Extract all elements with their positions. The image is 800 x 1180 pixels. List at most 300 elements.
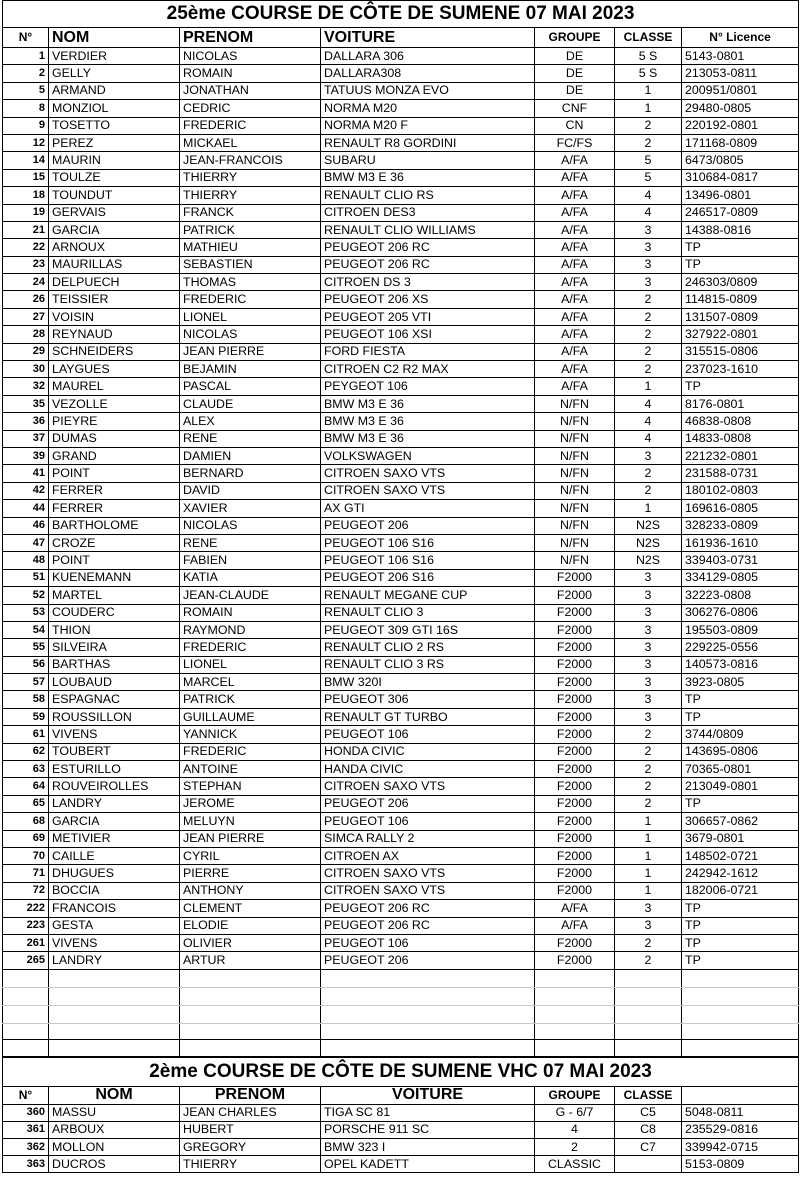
table-row	[3, 882, 799, 899]
cell-classe: 2	[615, 343, 682, 360]
cell-voiture: DALLARA308	[321, 65, 535, 82]
table-row	[3, 778, 799, 795]
cell-number: 24	[3, 274, 49, 291]
cell-licence: 306276-0806	[682, 604, 799, 621]
cell-voiture: PEUGEOT 206 RC	[321, 239, 535, 256]
cell-number: 56	[3, 656, 49, 673]
table-row	[3, 500, 799, 517]
cell-voiture: HANDA CIVIC	[321, 761, 535, 778]
cell-nom: VEZOLLE	[49, 395, 180, 412]
cell-licence: 221232-0801	[682, 447, 799, 464]
cell-voiture: PEUGEOT 205 VTI	[321, 308, 535, 325]
cell-classe: 2	[615, 117, 682, 134]
cell-number: 28	[3, 326, 49, 343]
cell-classe: 1	[615, 830, 682, 847]
cell-licence: 306657-0862	[682, 813, 799, 830]
cell-groupe: N/FN	[535, 517, 615, 534]
cell-number: 30	[3, 361, 49, 378]
cell-nom: POINT	[49, 552, 180, 569]
cell-groupe: F2000	[535, 604, 615, 621]
cell-nom: TOSETTO	[49, 117, 180, 134]
cell-voiture: PEUGEOT 206 XS	[321, 291, 535, 308]
cell-licence: 13496-0801	[682, 187, 799, 204]
table-row	[3, 1104, 799, 1121]
cell-licence: 14833-0808	[682, 430, 799, 447]
table-row	[3, 343, 799, 360]
cell-prenom: FREDERIC	[180, 117, 321, 134]
cell-licence: 237023-1610	[682, 361, 799, 378]
table-row	[3, 795, 799, 812]
cell-voiture: AX GTI	[321, 500, 535, 517]
cell-number: 42	[3, 482, 49, 499]
table-row	[3, 239, 799, 256]
cell-classe: 4	[615, 430, 682, 447]
cell-nom: MAURIN	[49, 152, 180, 169]
cell-classe: N2S	[615, 517, 682, 534]
cell-classe: 4	[615, 395, 682, 412]
cell-classe: N2S	[615, 552, 682, 569]
cell-voiture: SIMCA RALLY 2	[321, 830, 535, 847]
cell-voiture: FORD FIESTA	[321, 343, 535, 360]
cell-classe: 1	[615, 500, 682, 517]
cell-licence: TP	[682, 256, 799, 273]
cell-prenom: JONATHAN	[180, 82, 321, 99]
cell-prenom: MELUYN	[180, 813, 321, 830]
cell-licence: 3679-0801	[682, 830, 799, 847]
cell-number: 2	[3, 65, 49, 82]
cell-licence: TP	[682, 378, 799, 395]
cell-voiture: BMW 320I	[321, 674, 535, 691]
cell-voiture: RENAULT R8 GORDINI	[321, 134, 535, 151]
cell-groupe: A/FA	[535, 900, 615, 917]
cell-groupe: A/FA	[535, 169, 615, 186]
cell-groupe: F2000	[535, 656, 615, 673]
cell-number: 63	[3, 761, 49, 778]
cell-number: 64	[3, 778, 49, 795]
table-row	[3, 708, 799, 725]
cell-voiture: CITROEN SAXO VTS	[321, 465, 535, 482]
cell-classe: 2	[615, 952, 682, 969]
cell-number: 18	[3, 187, 49, 204]
cell-number: 265	[3, 952, 49, 969]
cell-classe: 3	[615, 274, 682, 291]
cell-prenom: MICKAEL	[180, 134, 321, 151]
cell-groupe: F2000	[535, 708, 615, 725]
table-row	[3, 813, 799, 830]
cell-number: 222	[3, 900, 49, 917]
cell-classe: 3	[615, 256, 682, 273]
cell-classe: 1	[615, 82, 682, 99]
cell-nom: SILVEIRA	[49, 639, 180, 656]
cell-classe: 2	[615, 743, 682, 760]
vhc-entry-table	[2, 1057, 799, 1174]
table-row	[3, 952, 799, 969]
cell-nom: FERRER	[49, 500, 180, 517]
cell-number: 53	[3, 604, 49, 621]
cell-number: 68	[3, 813, 49, 830]
cell-classe: 1	[615, 847, 682, 864]
cell-licence: 200951/0801	[682, 82, 799, 99]
cell-prenom: ROMAIN	[180, 65, 321, 82]
cell-prenom: RENE	[180, 534, 321, 551]
cell-nom: ARNOUX	[49, 239, 180, 256]
cell-classe: 2	[615, 934, 682, 951]
cell-voiture: PEUGEOT 106 XSI	[321, 326, 535, 343]
cell-number: 32	[3, 378, 49, 395]
cell-nom: LANDRY	[49, 795, 180, 812]
header-voiture: VOITURE	[321, 28, 535, 48]
table-row	[3, 152, 799, 169]
table-row	[3, 865, 799, 882]
cell-prenom: JEAN-CLAUDE	[180, 587, 321, 604]
table-row	[3, 134, 799, 151]
cell-number: 65	[3, 795, 49, 812]
cell-nom: BOCCIA	[49, 882, 180, 899]
cell-nom: ROUVEIROLLES	[49, 778, 180, 795]
table-row	[3, 274, 799, 291]
table-row	[3, 1139, 799, 1156]
vhc-header-classe: CLASSE	[615, 1086, 682, 1104]
cell-nom: PEREZ	[49, 134, 180, 151]
cell-licence: TP	[682, 239, 799, 256]
cell-number: 360	[3, 1104, 49, 1121]
cell-number: 361	[3, 1121, 49, 1138]
cell-classe: 2	[615, 326, 682, 343]
cell-nom: TOUNDUT	[49, 187, 180, 204]
main-entry-table	[2, 0, 799, 1057]
cell-licence: 140573-0816	[682, 656, 799, 673]
cell-number: 22	[3, 239, 49, 256]
cell-number: 21	[3, 221, 49, 238]
cell-nom: VIVENS	[49, 726, 180, 743]
cell-number: 72	[3, 882, 49, 899]
table-row	[3, 204, 799, 221]
table-row	[3, 847, 799, 864]
header-nom: NOM	[49, 28, 180, 48]
cell-prenom: STEPHAN	[180, 778, 321, 795]
cell-nom: VIVENS	[49, 934, 180, 951]
spacer-row	[3, 1039, 799, 1056]
cell-classe: C8	[615, 1121, 682, 1138]
cell-number: 362	[3, 1139, 49, 1156]
cell-number: 46	[3, 517, 49, 534]
cell-groupe: F2000	[535, 761, 615, 778]
cell-groupe: DE	[535, 82, 615, 99]
entry-list-sheet	[2, 0, 798, 1173]
cell-prenom: JEAN-FRANCOIS	[180, 152, 321, 169]
cell-classe: 5 S	[615, 48, 682, 65]
cell-groupe: 4	[535, 1121, 615, 1138]
cell-prenom: HUBERT	[180, 1121, 321, 1138]
cell-classe: 2	[615, 361, 682, 378]
cell-groupe: 2	[535, 1139, 615, 1156]
cell-number: 363	[3, 1156, 49, 1173]
cell-classe: 4	[615, 413, 682, 430]
table-row	[3, 534, 799, 551]
cell-voiture: CITROEN SAXO VTS	[321, 778, 535, 795]
column-header-row	[3, 28, 799, 48]
cell-nom: GARCIA	[49, 813, 180, 830]
cell-licence: TP	[682, 952, 799, 969]
cell-prenom: ALEX	[180, 413, 321, 430]
cell-nom: GELLY	[49, 65, 180, 82]
cell-classe: 2	[615, 726, 682, 743]
cell-nom: VERDIER	[49, 48, 180, 65]
cell-classe: 1	[615, 378, 682, 395]
cell-nom: COUDERC	[49, 604, 180, 621]
cell-voiture: BMW M3 E 36	[321, 395, 535, 412]
vhc-column-header-row	[3, 1086, 799, 1104]
table-row	[3, 378, 799, 395]
cell-classe: 4	[615, 204, 682, 221]
header-groupe: GROUPE	[535, 28, 615, 48]
cell-number: 27	[3, 308, 49, 325]
cell-number: 261	[3, 934, 49, 951]
cell-prenom: ELODIE	[180, 917, 321, 934]
cell-nom: DUMAS	[49, 430, 180, 447]
cell-licence: 231588-0731	[682, 465, 799, 482]
cell-prenom: LIONEL	[180, 308, 321, 325]
cell-number: 14	[3, 152, 49, 169]
cell-groupe: G - 6/7	[535, 1104, 615, 1121]
cell-voiture: RENAULT CLIO 3 RS	[321, 656, 535, 673]
cell-classe: 3	[615, 691, 682, 708]
cell-prenom: PATRICK	[180, 691, 321, 708]
cell-classe: 2	[615, 795, 682, 812]
table-row	[3, 482, 799, 499]
vhc-header-voiture: VOITURE	[321, 1086, 535, 1104]
cell-prenom: THIERRY	[180, 1156, 321, 1173]
table-row	[3, 361, 799, 378]
cell-prenom: LIONEL	[180, 656, 321, 673]
cell-nom: DUCROS	[49, 1156, 180, 1173]
cell-number: 44	[3, 500, 49, 517]
header-prenom: PRENOM	[180, 28, 321, 48]
cell-classe: 3	[615, 900, 682, 917]
cell-nom: POINT	[49, 465, 180, 482]
table-row	[3, 900, 799, 917]
cell-groupe: F2000	[535, 621, 615, 638]
cell-groupe: F2000	[535, 778, 615, 795]
cell-nom: LANDRY	[49, 952, 180, 969]
cell-licence: TP	[682, 900, 799, 917]
cell-prenom: KATIA	[180, 569, 321, 586]
cell-nom: BARTHAS	[49, 656, 180, 673]
cell-groupe: F2000	[535, 726, 615, 743]
cell-nom: FRANCOIS	[49, 900, 180, 917]
cell-number: 59	[3, 708, 49, 725]
cell-nom: MARTEL	[49, 587, 180, 604]
empty-row	[3, 969, 799, 987]
cell-nom: METIVIER	[49, 830, 180, 847]
cell-number: 55	[3, 639, 49, 656]
cell-prenom: FABIEN	[180, 552, 321, 569]
cell-voiture: BMW M3 E 36	[321, 430, 535, 447]
cell-nom: REYNAUD	[49, 326, 180, 343]
table-row	[3, 308, 799, 325]
cell-groupe: N/FN	[535, 500, 615, 517]
table-row	[3, 187, 799, 204]
cell-licence: 14388-0816	[682, 221, 799, 238]
cell-number: 223	[3, 917, 49, 934]
cell-nom: CAILLE	[49, 847, 180, 864]
cell-number: 26	[3, 291, 49, 308]
table-row	[3, 326, 799, 343]
cell-classe: 2	[615, 134, 682, 151]
table-row	[3, 726, 799, 743]
cell-voiture: RENAULT MEGANE CUP	[321, 587, 535, 604]
cell-nom: TOULZE	[49, 169, 180, 186]
cell-voiture: CITROEN SAXO VTS	[321, 482, 535, 499]
cell-licence: 5048-0811	[682, 1104, 799, 1121]
cell-classe: 3	[615, 917, 682, 934]
cell-nom: SCHNEIDERS	[49, 343, 180, 360]
table-row	[3, 761, 799, 778]
table-row	[3, 82, 799, 99]
cell-classe: C7	[615, 1139, 682, 1156]
cell-licence: 334129-0805	[682, 569, 799, 586]
cell-voiture: CITROEN C2 R2 MAX	[321, 361, 535, 378]
cell-nom: ESTURILLO	[49, 761, 180, 778]
cell-prenom: JEAN PIERRE	[180, 830, 321, 847]
cell-groupe: N/FN	[535, 447, 615, 464]
cell-licence: TP	[682, 917, 799, 934]
cell-licence: 8176-0801	[682, 395, 799, 412]
cell-voiture: CITROEN AX	[321, 847, 535, 864]
cell-nom: PIEYRE	[49, 413, 180, 430]
cell-number: 48	[3, 552, 49, 569]
cell-prenom: ANTOINE	[180, 761, 321, 778]
cell-nom: MOLLON	[49, 1139, 180, 1156]
cell-number: 1	[3, 48, 49, 65]
cell-voiture: BMW M3 E 36	[321, 169, 535, 186]
cell-licence: 327922-0801	[682, 326, 799, 343]
cell-classe: 3	[615, 587, 682, 604]
cell-licence: 213053-0811	[682, 65, 799, 82]
cell-voiture: PEUGEOT 206 RC	[321, 900, 535, 917]
vhc-header-licence	[682, 1086, 799, 1104]
cell-voiture: OPEL KADETT	[321, 1156, 535, 1173]
cell-voiture: PEUGEOT 206 S16	[321, 569, 535, 586]
cell-number: 39	[3, 447, 49, 464]
cell-classe: 2	[615, 291, 682, 308]
cell-number: 58	[3, 691, 49, 708]
cell-nom: MASSU	[49, 1104, 180, 1121]
cell-licence: 195503-0809	[682, 621, 799, 638]
cell-licence: 220192-0801	[682, 117, 799, 134]
table-row	[3, 639, 799, 656]
cell-prenom: CLEMENT	[180, 900, 321, 917]
cell-groupe: F2000	[535, 847, 615, 864]
cell-groupe: A/FA	[535, 239, 615, 256]
vhc-header-nom: NOM	[49, 1086, 180, 1104]
cell-voiture: PEUGEOT 206	[321, 952, 535, 969]
cell-groupe: A/FA	[535, 361, 615, 378]
cell-groupe: N/FN	[535, 395, 615, 412]
cell-prenom: BEJAMIN	[180, 361, 321, 378]
cell-classe: 5	[615, 152, 682, 169]
cell-voiture: PEUGEOT 206	[321, 795, 535, 812]
cell-licence: 32223-0808	[682, 587, 799, 604]
cell-classe: 3	[615, 639, 682, 656]
table-row	[3, 656, 799, 673]
table-row	[3, 674, 799, 691]
cell-voiture: RENAULT CLIO RS	[321, 187, 535, 204]
cell-classe: 3	[615, 604, 682, 621]
cell-prenom: NICOLAS	[180, 517, 321, 534]
cell-prenom: THOMAS	[180, 274, 321, 291]
cell-nom: BARTHOLOME	[49, 517, 180, 534]
cell-groupe: F2000	[535, 934, 615, 951]
vhc-table-body	[3, 1104, 799, 1173]
cell-number: 62	[3, 743, 49, 760]
cell-prenom: FREDERIC	[180, 291, 321, 308]
table-row	[3, 552, 799, 569]
cell-number: 41	[3, 465, 49, 482]
cell-licence: 5143-0801	[682, 48, 799, 65]
cell-licence: 339942-0715	[682, 1139, 799, 1156]
cell-number: 52	[3, 587, 49, 604]
cell-prenom: CEDRIC	[180, 100, 321, 117]
cell-groupe: F2000	[535, 639, 615, 656]
cell-prenom: BERNARD	[180, 465, 321, 482]
table-row	[3, 830, 799, 847]
cell-groupe: A/FA	[535, 221, 615, 238]
cell-licence: 131507-0809	[682, 308, 799, 325]
table-row	[3, 743, 799, 760]
cell-prenom: MARCEL	[180, 674, 321, 691]
cell-voiture: NORMA M20	[321, 100, 535, 117]
cell-voiture: CITROEN DS 3	[321, 274, 535, 291]
cell-licence: 70365-0801	[682, 761, 799, 778]
cell-licence: 148502-0721	[682, 847, 799, 864]
cell-voiture: BMW 323 I	[321, 1139, 535, 1156]
cell-licence: 242942-1612	[682, 865, 799, 882]
cell-classe: 2	[615, 308, 682, 325]
cell-groupe: N/FN	[535, 552, 615, 569]
cell-prenom: PATRICK	[180, 221, 321, 238]
cell-classe: 3	[615, 221, 682, 238]
cell-nom: ROUSSILLON	[49, 708, 180, 725]
cell-groupe: F2000	[535, 743, 615, 760]
cell-prenom: JEAN CHARLES	[180, 1104, 321, 1121]
table-row	[3, 413, 799, 430]
cell-groupe: N/FN	[535, 465, 615, 482]
cell-prenom: SEBASTIEN	[180, 256, 321, 273]
table-row	[3, 447, 799, 464]
cell-voiture: PEUGEOT 106 S16	[321, 552, 535, 569]
cell-voiture: PEUGEOT 309 GTI 16S	[321, 621, 535, 638]
cell-nom: MONZIOL	[49, 100, 180, 117]
cell-classe: 2	[615, 465, 682, 482]
table-row	[3, 934, 799, 951]
cell-voiture: PEUGEOT 106	[321, 813, 535, 830]
cell-number: 51	[3, 569, 49, 586]
cell-classe: 2	[615, 778, 682, 795]
cell-nom: DHUGUES	[49, 865, 180, 882]
table-row	[3, 1121, 799, 1138]
cell-classe: 1	[615, 882, 682, 899]
cell-prenom: FRANCK	[180, 204, 321, 221]
cell-prenom: GREGORY	[180, 1139, 321, 1156]
table-row	[3, 430, 799, 447]
cell-nom: CROZE	[49, 534, 180, 551]
table-row	[3, 621, 799, 638]
cell-voiture: PEYGEOT 106	[321, 378, 535, 395]
cell-licence: 3923-0805	[682, 674, 799, 691]
cell-groupe: F2000	[535, 674, 615, 691]
cell-number: 8	[3, 100, 49, 117]
